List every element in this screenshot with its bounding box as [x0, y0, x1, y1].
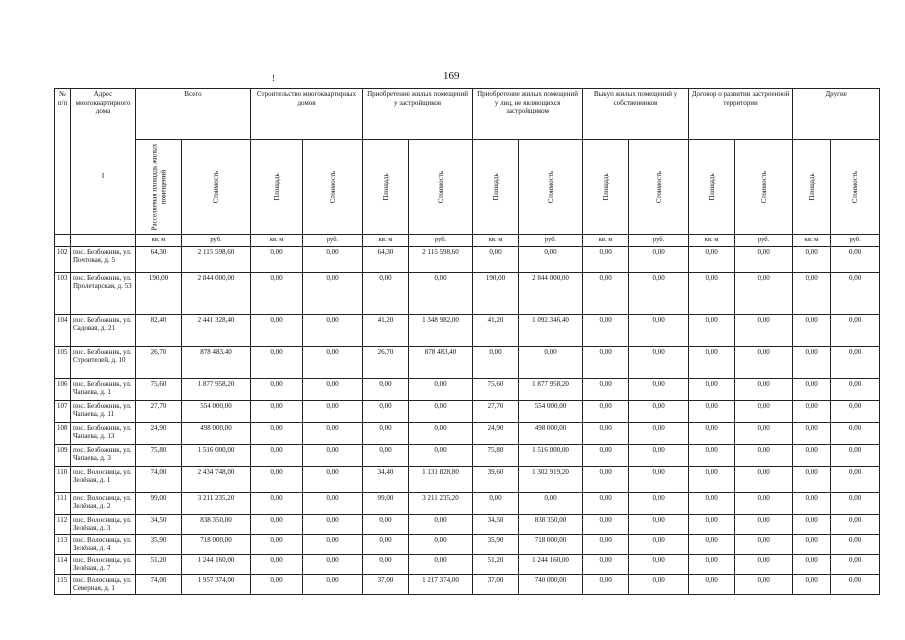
row-value-c10: 0,00	[735, 246, 793, 272]
row-value-total-cost: 498 000,00	[182, 422, 251, 444]
row-value-c7: 0,00	[583, 444, 629, 466]
row-value-c10: 0,00	[735, 492, 793, 514]
row-value-total-area: 74,00	[136, 466, 182, 492]
row-value-c5: 0,00	[473, 246, 519, 272]
row-value-c3: 0,00	[363, 534, 409, 554]
sub-header-label: Стоимость	[436, 170, 445, 204]
row-value-c3: 0,00	[363, 554, 409, 574]
row-value-c1: 0,00	[251, 346, 303, 378]
row-value-c7: 0,00	[583, 246, 629, 272]
table-row	[55, 514, 880, 534]
row-value-c12: 0,00	[831, 492, 880, 514]
row-value-c12: 0,00	[831, 466, 880, 492]
col-no-header: № п/п	[55, 89, 71, 235]
row-address: пос. Безбожник, ул. Чапаева, д. 11	[71, 400, 136, 422]
row-value-total-cost: 838 350,00	[182, 514, 251, 534]
row-value-c8: 0,00	[629, 444, 689, 466]
row-value-c11: 0,00	[793, 378, 831, 400]
group-construction-header: Строительство многоквартирных домов	[251, 89, 363, 140]
row-value-c3: 26,70	[363, 346, 409, 378]
row-value-c4: 0,00	[409, 534, 473, 554]
row-value-c11: 0,00	[793, 246, 831, 272]
row-value-c3: 0,00	[363, 378, 409, 400]
row-value-c8: 0,00	[629, 492, 689, 514]
row-address: пос. Безбожник, ул. Садовая, д. 21	[71, 314, 136, 346]
row-value-c11: 0,00	[793, 466, 831, 492]
row-value-c10: 0,00	[735, 514, 793, 534]
row-value-c10: 0,00	[735, 422, 793, 444]
row-address: пос. Безбожник, ул. Почтовая, д. 5	[71, 246, 136, 272]
group-total-header: Всего	[136, 89, 251, 140]
row-value-total-area: 82,40	[136, 314, 182, 346]
row-value-total-area: 190,00	[136, 272, 182, 314]
col-address-header	[71, 89, 136, 235]
row-value-c12: 0,00	[831, 444, 880, 466]
row-value-c3: 64,30	[363, 246, 409, 272]
page-tick-mark: !	[272, 74, 276, 83]
row-number: 111	[55, 492, 71, 514]
row-value-c6: 0,00	[519, 492, 583, 514]
row-value-c11: 0,00	[793, 314, 831, 346]
row-value-c4: 0,00	[409, 422, 473, 444]
row-value-total-area: 75,80	[136, 444, 182, 466]
row-value-total-area: 35,90	[136, 534, 182, 554]
row-value-c4: 0,00	[409, 272, 473, 314]
row-value-c11: 0,00	[793, 574, 831, 594]
row-number: 103	[55, 272, 71, 314]
row-value-c6: 554 000,00	[519, 400, 583, 422]
row-value-c1: 0,00	[251, 422, 303, 444]
row-value-c12: 0,00	[831, 400, 880, 422]
row-value-c10: 0,00	[735, 378, 793, 400]
unit-rub: руб.	[182, 235, 251, 247]
unit-sqm: кв. м	[363, 235, 409, 247]
row-value-c4: 1 348 982,00	[409, 314, 473, 346]
row-value-c9: 0,00	[689, 422, 735, 444]
row-address: пос. Безбожник, ул. Пролетарская, д. 53	[71, 272, 136, 314]
row-value-c4: 1 217 374,00	[409, 574, 473, 594]
row-value-c12: 0,00	[831, 514, 880, 534]
row-value-c12: 0,00	[831, 422, 880, 444]
row-value-c4: 0,00	[409, 554, 473, 574]
row-value-c1: 0,00	[251, 534, 303, 554]
row-number: 110	[55, 466, 71, 492]
row-value-c7: 0,00	[583, 400, 629, 422]
row-value-c11: 0,00	[793, 444, 831, 466]
row-value-c8: 0,00	[629, 400, 689, 422]
sub-header-cost	[629, 140, 689, 235]
row-value-c9: 0,00	[689, 554, 735, 574]
row-value-c9: 0,00	[689, 466, 735, 492]
row-value-total-cost: 3 211 235,20	[182, 492, 251, 514]
group-buyout-header: Выкуп жилых помещений у собственников	[583, 89, 689, 140]
row-value-c6: 1 516 000,00	[519, 444, 583, 466]
sub-header-cost	[831, 140, 880, 235]
sub-header-label: Стоимость	[328, 170, 337, 204]
unit-rub: руб.	[409, 235, 473, 247]
address-mark: I	[101, 171, 105, 180]
row-address: пос. Волосница, ул. Зелёная, д. 3	[71, 514, 136, 534]
row-value-c10: 0,00	[735, 534, 793, 554]
row-value-c12: 0,00	[831, 534, 880, 554]
row-value-c11: 0,00	[793, 534, 831, 554]
row-value-c8: 0,00	[629, 314, 689, 346]
unit-sqm: кв. м	[793, 235, 831, 247]
row-value-c8: 0,00	[629, 466, 689, 492]
row-value-c4: 1 131 828,80	[409, 466, 473, 492]
row-value-c2: 0,00	[303, 314, 363, 346]
row-value-c10: 0,00	[735, 554, 793, 574]
unit-rub: руб.	[831, 235, 880, 247]
sub-header-label: Площадь	[707, 173, 716, 201]
unit-sqm: кв. м	[473, 235, 519, 247]
sub-header-cost	[735, 140, 793, 235]
row-number: 104	[55, 314, 71, 346]
row-value-c3: 34,40	[363, 466, 409, 492]
row-value-c1: 0,00	[251, 492, 303, 514]
row-value-c12: 0,00	[831, 246, 880, 272]
row-value-c8: 0,00	[629, 378, 689, 400]
row-value-c2: 0,00	[303, 400, 363, 422]
sub-header-label: Площадь	[601, 173, 610, 201]
row-value-total-cost: 1 244 160,00	[182, 554, 251, 574]
row-value-c2: 0,00	[303, 492, 363, 514]
row-value-c9: 0,00	[689, 346, 735, 378]
sub-header-label: Площадь	[272, 173, 281, 201]
row-number: 108	[55, 422, 71, 444]
row-value-c7: 0,00	[583, 554, 629, 574]
group-other-header: Другие	[793, 89, 880, 140]
row-value-c6: 1 877 958,20	[519, 378, 583, 400]
sub-header-area	[689, 140, 735, 235]
row-value-c9: 0,00	[689, 246, 735, 272]
row-value-c6: 1 302 919,20	[519, 466, 583, 492]
row-value-c11: 0,00	[793, 400, 831, 422]
row-value-c2: 0,00	[303, 534, 363, 554]
row-number: 113	[55, 534, 71, 554]
row-value-total-cost: 2 441 328,40	[182, 314, 251, 346]
row-value-c7: 0,00	[583, 422, 629, 444]
row-value-c3: 37,00	[363, 574, 409, 594]
row-value-c2: 0,00	[303, 246, 363, 272]
row-value-total-cost: 1 877 958,20	[182, 378, 251, 400]
row-value-c7: 0,00	[583, 378, 629, 400]
row-value-c12: 0,00	[831, 346, 880, 378]
row-value-total-cost: 1 957 374,00	[182, 574, 251, 594]
row-value-c4: 0,00	[409, 514, 473, 534]
row-value-c10: 0,00	[735, 314, 793, 346]
row-value-c5: 190,00	[473, 272, 519, 314]
row-value-c7: 0,00	[583, 514, 629, 534]
row-value-c3: 41,20	[363, 314, 409, 346]
row-value-c5: 41,20	[473, 314, 519, 346]
row-value-c3: 0,00	[363, 514, 409, 534]
row-value-c5: 75,80	[473, 444, 519, 466]
row-number: 115	[55, 574, 71, 594]
table-row	[55, 246, 880, 272]
row-address: пос. Безбожник, ул. Строителей, д. 10	[71, 346, 136, 378]
row-value-total-cost: 878 483,40	[182, 346, 251, 378]
row-value-total-area: 51,20	[136, 554, 182, 574]
row-value-total-area: 99,00	[136, 492, 182, 514]
row-number: 112	[55, 514, 71, 534]
sub-header-area	[251, 140, 303, 235]
row-value-c11: 0,00	[793, 422, 831, 444]
group-developers-header: Приобретение жилых помещений у застройщиков	[363, 89, 473, 140]
row-value-total-area: 74,00	[136, 574, 182, 594]
row-value-c9: 0,00	[689, 272, 735, 314]
row-value-c3: 99,00	[363, 492, 409, 514]
row-value-c10: 0,00	[735, 574, 793, 594]
sub-header-area	[583, 140, 629, 235]
row-value-c12: 0,00	[831, 574, 880, 594]
row-value-c10: 0,00	[735, 346, 793, 378]
row-number: 102	[55, 246, 71, 272]
row-value-c8: 0,00	[629, 514, 689, 534]
sub-header-label: Стоимость	[654, 170, 663, 204]
row-value-c5: 37,00	[473, 574, 519, 594]
row-value-c5: 27,70	[473, 400, 519, 422]
row-value-c10: 0,00	[735, 272, 793, 314]
row-address: пос. Безбожник, ул. Чапаева, д. 1	[71, 378, 136, 400]
row-value-c8: 0,00	[629, 422, 689, 444]
row-address: пос. Волосница, ул. Зелёная, д. 7	[71, 554, 136, 574]
row-value-c6: 718 000,00	[519, 534, 583, 554]
row-value-c6: 0,00	[519, 246, 583, 272]
row-value-c1: 0,00	[251, 378, 303, 400]
row-address: пос. Волосница, ул. Зелёная, д. 1	[71, 466, 136, 492]
table-row	[55, 554, 880, 574]
row-value-c2: 0,00	[303, 554, 363, 574]
row-value-c2: 0,00	[303, 444, 363, 466]
row-value-c4: 3 211 235,20	[409, 492, 473, 514]
row-value-c1: 0,00	[251, 574, 303, 594]
row-number: 114	[55, 554, 71, 574]
table-row	[55, 422, 880, 444]
unit-cell	[71, 235, 136, 247]
row-value-c9: 0,00	[689, 400, 735, 422]
unit-rub: руб.	[303, 235, 363, 247]
row-value-c5: 24,90	[473, 422, 519, 444]
group-territory-header: Договор о развитии застроенной территории	[689, 89, 793, 140]
row-value-c5: 75,60	[473, 378, 519, 400]
row-value-c1: 0,00	[251, 246, 303, 272]
row-value-c11: 0,00	[793, 492, 831, 514]
table-row	[55, 466, 880, 492]
row-value-c2: 0,00	[303, 514, 363, 534]
row-value-c6: 2 844 000,00	[519, 272, 583, 314]
row-value-c10: 0,00	[735, 400, 793, 422]
row-value-c4: 878 483,40	[409, 346, 473, 378]
unit-sqm: кв. м	[689, 235, 735, 247]
row-value-c4: 0,00	[409, 400, 473, 422]
row-value-c1: 0,00	[251, 400, 303, 422]
row-value-c5: 35,90	[473, 534, 519, 554]
row-value-total-cost: 2 434 748,00	[182, 466, 251, 492]
col-address-label: Адрес многоквартирного дома	[75, 90, 131, 115]
row-value-c6: 740 000,00	[519, 574, 583, 594]
row-address: пос. Безбожник, ул. Чапаева, д. 3	[71, 444, 136, 466]
row-value-c1: 0,00	[251, 554, 303, 574]
row-value-total-cost: 2 844 000,00	[182, 272, 251, 314]
unit-rub: руб.	[629, 235, 689, 247]
row-value-c5: 39,60	[473, 466, 519, 492]
table-row	[55, 272, 880, 314]
row-value-c8: 0,00	[629, 574, 689, 594]
row-address: пос. Волосница, ул. Зелёная, д. 4	[71, 534, 136, 554]
row-value-c9: 0,00	[689, 378, 735, 400]
row-value-c4: 0,00	[409, 378, 473, 400]
row-value-total-cost: 2 115 598,60	[182, 246, 251, 272]
row-value-c8: 0,00	[629, 272, 689, 314]
row-number: 105	[55, 346, 71, 378]
unit-sqm: кв. м	[583, 235, 629, 247]
row-value-c1: 0,00	[251, 466, 303, 492]
row-value-c12: 0,00	[831, 314, 880, 346]
unit-rub: руб.	[735, 235, 793, 247]
row-value-c7: 0,00	[583, 466, 629, 492]
row-value-c2: 0,00	[303, 272, 363, 314]
row-value-c7: 0,00	[583, 492, 629, 514]
row-value-c5: 34,50	[473, 514, 519, 534]
row-value-c9: 0,00	[689, 574, 735, 594]
sub-header-cost	[182, 140, 251, 235]
sub-header-resettled-area	[136, 140, 182, 235]
row-value-c3: 0,00	[363, 272, 409, 314]
row-value-c3: 0,00	[363, 422, 409, 444]
sub-header-label: Стоимость	[546, 170, 555, 204]
row-value-c7: 0,00	[583, 314, 629, 346]
table-row	[55, 378, 880, 400]
row-value-c1: 0,00	[251, 444, 303, 466]
table-row	[55, 492, 880, 514]
resettlement-table	[54, 88, 880, 595]
row-value-total-area: 64,30	[136, 246, 182, 272]
row-value-c9: 0,00	[689, 492, 735, 514]
row-value-c2: 0,00	[303, 346, 363, 378]
row-value-c4: 2 115 598,60	[409, 246, 473, 272]
unit-sqm: кв. м	[136, 235, 182, 247]
row-value-c4: 0,00	[409, 444, 473, 466]
row-value-c5: 0,00	[473, 492, 519, 514]
row-value-c6: 0,00	[519, 346, 583, 378]
sub-header-label: Площадь	[381, 173, 390, 201]
row-value-c2: 0,00	[303, 422, 363, 444]
row-value-c9: 0,00	[689, 534, 735, 554]
row-value-c7: 0,00	[583, 346, 629, 378]
sub-header-label: Площадь	[491, 173, 500, 201]
row-value-total-area: 24,90	[136, 422, 182, 444]
row-value-total-area: 26,70	[136, 346, 182, 378]
table-row	[55, 346, 880, 378]
table-row	[55, 444, 880, 466]
row-value-c7: 0,00	[583, 534, 629, 554]
sub-header-cost	[303, 140, 363, 235]
row-value-total-area: 27,70	[136, 400, 182, 422]
row-address: пос. Безбожник, ул. Чапаева, д. 13	[71, 422, 136, 444]
row-number: 106	[55, 378, 71, 400]
row-value-c3: 0,00	[363, 400, 409, 422]
row-value-c1: 0,00	[251, 314, 303, 346]
sub-header-label: Площадь	[807, 173, 816, 201]
group-non-developers-header: Приобретение жилых помещений у лиц, не являющихся застройщиком	[473, 89, 583, 140]
row-value-c11: 0,00	[793, 346, 831, 378]
sub-header-cost	[409, 140, 473, 235]
row-address: пос. Волосница, ул. Северная, д. 1	[71, 574, 136, 594]
unit-rub: руб.	[519, 235, 583, 247]
row-value-c9: 0,00	[689, 514, 735, 534]
row-value-total-cost: 1 516 000,00	[182, 444, 251, 466]
row-value-c2: 0,00	[303, 378, 363, 400]
table-row	[55, 574, 880, 594]
sub-header-label: Стоимость	[850, 170, 859, 204]
row-value-c6: 1 244 160,00	[519, 554, 583, 574]
row-value-total-cost: 718 000,00	[182, 534, 251, 554]
unit-sqm: кв. м	[251, 235, 303, 247]
row-value-c3: 0,00	[363, 444, 409, 466]
row-value-c5: 0,00	[473, 346, 519, 378]
row-value-c6: 838 350,00	[519, 514, 583, 534]
sub-header-label: Стоимость	[211, 170, 220, 204]
row-value-c5: 51,20	[473, 554, 519, 574]
row-value-c7: 0,00	[583, 574, 629, 594]
row-value-c10: 0,00	[735, 444, 793, 466]
row-value-c11: 0,00	[793, 272, 831, 314]
unit-cell	[55, 235, 71, 247]
row-value-total-cost: 554 000,00	[182, 400, 251, 422]
row-number: 107	[55, 400, 71, 422]
row-value-c1: 0,00	[251, 514, 303, 534]
row-value-c1: 0,00	[251, 272, 303, 314]
row-value-c8: 0,00	[629, 346, 689, 378]
table-row	[55, 534, 880, 554]
row-value-c8: 0,00	[629, 554, 689, 574]
row-value-c2: 0,00	[303, 466, 363, 492]
row-value-c11: 0,00	[793, 514, 831, 534]
row-value-c6: 1 092 346,40	[519, 314, 583, 346]
row-value-c2: 0,00	[303, 574, 363, 594]
sub-header-cost	[519, 140, 583, 235]
sub-header-label: Стоимость	[759, 170, 768, 204]
row-value-c10: 0,00	[735, 466, 793, 492]
row-value-total-area: 34,50	[136, 514, 182, 534]
row-value-c7: 0,00	[583, 272, 629, 314]
row-value-c12: 0,00	[831, 554, 880, 574]
row-value-total-area: 75,60	[136, 378, 182, 400]
row-value-c8: 0,00	[629, 534, 689, 554]
sub-header-area	[473, 140, 519, 235]
row-number: 109	[55, 444, 71, 466]
row-value-c9: 0,00	[689, 314, 735, 346]
row-value-c6: 498 000,00	[519, 422, 583, 444]
page-number: 169	[443, 70, 460, 82]
row-address: пос. Волосница, ул. Зелёная, д. 2	[71, 492, 136, 514]
table-row	[55, 314, 880, 346]
row-value-c8: 0,00	[629, 246, 689, 272]
row-value-c9: 0,00	[689, 444, 735, 466]
row-value-c12: 0,00	[831, 272, 880, 314]
sub-header-label: Расселяемая площадь жилых помещений	[150, 143, 167, 231]
row-value-c12: 0,00	[831, 378, 880, 400]
sub-header-area	[793, 140, 831, 235]
table-row	[55, 400, 880, 422]
row-value-c11: 0,00	[793, 554, 831, 574]
sub-header-area	[363, 140, 409, 235]
